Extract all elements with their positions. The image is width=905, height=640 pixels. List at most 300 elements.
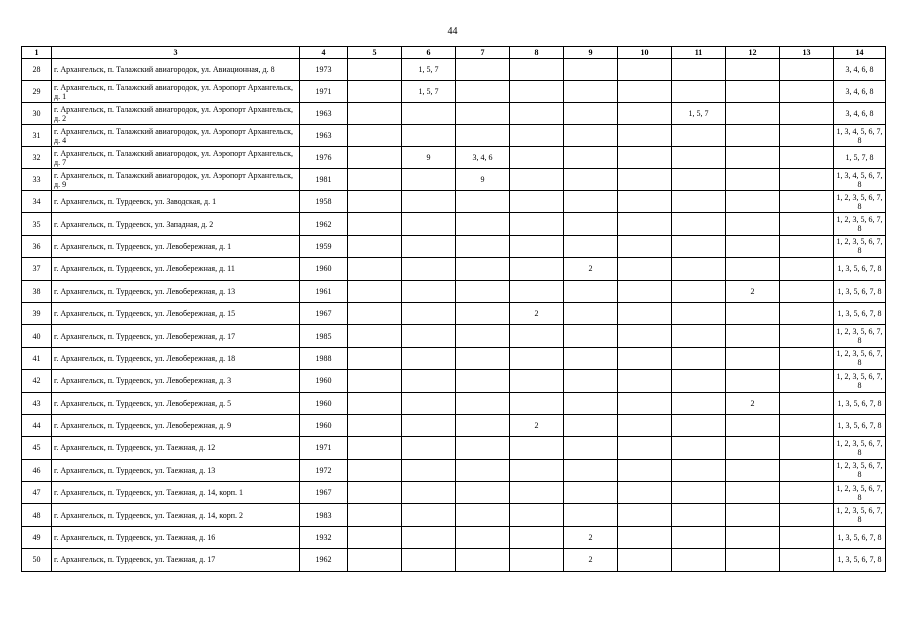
col14-cell: 1, 3, 5, 6, 7, 8 — [834, 414, 886, 436]
col6-cell — [402, 392, 456, 414]
year-cell: 1960 — [300, 414, 348, 436]
address-cell: г. Архангельск, п. Талажский авиагородок, ул. Аэропорт Архангельск, д. 9 — [52, 169, 300, 191]
col10-cell — [618, 549, 672, 571]
col5-cell — [348, 549, 402, 571]
year-cell: 1960 — [300, 370, 348, 392]
table-row — [22, 549, 886, 571]
page-number: 44 — [447, 26, 458, 37]
table-row — [22, 392, 886, 414]
address-cell: г. Архангельск, п. Турдеевск, ул. Левобережная, д. 13 — [52, 280, 300, 302]
col14-cell: 1, 2, 3, 5, 6, 7, 8 — [834, 325, 886, 347]
col7-cell — [456, 81, 510, 103]
col10-cell — [618, 370, 672, 392]
address-cell: г. Архангельск, п. Турдеевск, ул. Таежная, д. 14, корп. 2 — [52, 504, 300, 526]
table-row — [22, 81, 886, 103]
col11-cell — [672, 347, 726, 369]
col7-cell: 3, 4, 6 — [456, 147, 510, 169]
row-number-cell: 30 — [22, 103, 52, 125]
year-cell: 1983 — [300, 504, 348, 526]
column-header: 14 — [834, 47, 886, 59]
col8-cell — [510, 59, 564, 81]
col5-cell — [348, 213, 402, 235]
col6-cell — [402, 191, 456, 213]
address-cell: г. Архангельск, п. Турдеевск, ул. Левобережная, д. 9 — [52, 414, 300, 436]
row-number-cell: 43 — [22, 392, 52, 414]
col6-cell — [402, 347, 456, 369]
table-row — [22, 526, 886, 548]
col7-cell — [456, 59, 510, 81]
col9-cell — [564, 213, 618, 235]
col6-cell — [402, 459, 456, 481]
col12-cell — [726, 191, 780, 213]
col5-cell — [348, 325, 402, 347]
col14-cell: 1, 2, 3, 5, 6, 7, 8 — [834, 347, 886, 369]
col10-cell — [618, 437, 672, 459]
col13-cell — [780, 191, 834, 213]
col12-cell — [726, 347, 780, 369]
col12-cell — [726, 504, 780, 526]
col11-cell — [672, 526, 726, 548]
row-number-cell: 28 — [22, 59, 52, 81]
col8-cell — [510, 147, 564, 169]
column-header: 1 — [22, 47, 52, 59]
col13-cell — [780, 459, 834, 481]
col6-cell — [402, 414, 456, 436]
col12-cell — [726, 81, 780, 103]
col10-cell — [618, 213, 672, 235]
col6-cell: 1, 5, 7 — [402, 81, 456, 103]
col13-cell — [780, 347, 834, 369]
col10-cell — [618, 482, 672, 504]
col13-cell — [780, 504, 834, 526]
col5-cell — [348, 103, 402, 125]
col14-cell: 1, 2, 3, 5, 6, 7, 8 — [834, 213, 886, 235]
table-row — [22, 191, 886, 213]
col5-cell — [348, 392, 402, 414]
col10-cell — [618, 59, 672, 81]
col9-cell — [564, 459, 618, 481]
col6-cell — [402, 213, 456, 235]
row-number-cell: 32 — [22, 147, 52, 169]
col13-cell — [780, 437, 834, 459]
col9-cell — [564, 370, 618, 392]
col13-cell — [780, 325, 834, 347]
col12-cell — [726, 235, 780, 257]
col9-cell — [564, 414, 618, 436]
col8-cell — [510, 81, 564, 103]
col13-cell — [780, 482, 834, 504]
col14-cell: 1, 2, 3, 5, 6, 7, 8 — [834, 504, 886, 526]
col14-cell: 1, 2, 3, 5, 6, 7, 8 — [834, 482, 886, 504]
year-cell: 1960 — [300, 392, 348, 414]
col8-cell — [510, 370, 564, 392]
col12-cell — [726, 103, 780, 125]
row-number-cell: 41 — [22, 347, 52, 369]
col6-cell — [402, 504, 456, 526]
col7-cell — [456, 526, 510, 548]
table-row — [22, 213, 886, 235]
year-cell: 1967 — [300, 302, 348, 324]
col7-cell — [456, 437, 510, 459]
col10-cell — [618, 392, 672, 414]
col8-cell: 2 — [510, 302, 564, 324]
col10-cell — [618, 280, 672, 302]
col10-cell — [618, 302, 672, 324]
col8-cell: 2 — [510, 414, 564, 436]
col11-cell — [672, 235, 726, 257]
year-cell: 1973 — [300, 59, 348, 81]
col13-cell — [780, 370, 834, 392]
col10-cell — [618, 103, 672, 125]
col8-cell — [510, 437, 564, 459]
column-header: 8 — [510, 47, 564, 59]
year-cell: 1963 — [300, 103, 348, 125]
col11-cell — [672, 169, 726, 191]
col8-cell — [510, 103, 564, 125]
row-number-cell: 40 — [22, 325, 52, 347]
col11-cell — [672, 81, 726, 103]
col13-cell — [780, 258, 834, 280]
column-header: 3 — [52, 47, 300, 59]
column-header: 13 — [780, 47, 834, 59]
col9-cell — [564, 302, 618, 324]
year-cell: 1976 — [300, 147, 348, 169]
row-number-cell: 31 — [22, 125, 52, 147]
address-cell: г. Архангельск, п. Турдеевск, ул. Левобережная, д. 18 — [52, 347, 300, 369]
col14-cell: 1, 3, 5, 6, 7, 8 — [834, 302, 886, 324]
col12-cell — [726, 258, 780, 280]
col9-cell — [564, 81, 618, 103]
table-row — [22, 302, 886, 324]
col10-cell — [618, 459, 672, 481]
row-number-cell: 38 — [22, 280, 52, 302]
col6-cell — [402, 437, 456, 459]
col6-cell — [402, 103, 456, 125]
col11-cell — [672, 191, 726, 213]
col5-cell — [348, 81, 402, 103]
table-row — [22, 59, 886, 81]
col12-cell — [726, 213, 780, 235]
col9-cell — [564, 147, 618, 169]
col5-cell — [348, 169, 402, 191]
col10-cell — [618, 235, 672, 257]
col6-cell — [402, 325, 456, 347]
col11-cell — [672, 370, 726, 392]
col5-cell — [348, 526, 402, 548]
year-cell: 1971 — [300, 81, 348, 103]
column-header: 9 — [564, 47, 618, 59]
row-number-cell: 33 — [22, 169, 52, 191]
row-number-cell: 37 — [22, 258, 52, 280]
column-header: 12 — [726, 47, 780, 59]
col14-cell: 1, 3, 5, 6, 7, 8 — [834, 258, 886, 280]
year-cell: 1985 — [300, 325, 348, 347]
col12-cell — [726, 414, 780, 436]
col11-cell — [672, 213, 726, 235]
col7-cell — [456, 302, 510, 324]
col6-cell — [402, 258, 456, 280]
col7-cell: 9 — [456, 169, 510, 191]
col13-cell — [780, 59, 834, 81]
col14-cell: 1, 3, 5, 6, 7, 8 — [834, 280, 886, 302]
col6-cell — [402, 125, 456, 147]
address-cell: г. Архангельск, п. Турдеевск, ул. Левобережная, д. 3 — [52, 370, 300, 392]
address-cell: г. Архангельск, п. Турдеевск, ул. Левобережная, д. 5 — [52, 392, 300, 414]
year-cell: 1967 — [300, 482, 348, 504]
col11-cell: 1, 5, 7 — [672, 103, 726, 125]
row-number-cell: 34 — [22, 191, 52, 213]
col9-cell — [564, 59, 618, 81]
col7-cell — [456, 414, 510, 436]
col14-cell: 1, 2, 3, 5, 6, 7, 8 — [834, 191, 886, 213]
col8-cell — [510, 526, 564, 548]
col5-cell — [348, 482, 402, 504]
col7-cell — [456, 235, 510, 257]
col12-cell — [726, 169, 780, 191]
col14-cell: 1, 2, 3, 5, 6, 7, 8 — [834, 459, 886, 481]
col8-cell — [510, 213, 564, 235]
col5-cell — [348, 258, 402, 280]
row-number-cell: 49 — [22, 526, 52, 548]
col8-cell — [510, 549, 564, 571]
col14-cell: 1, 3, 4, 5, 6, 7, 8 — [834, 169, 886, 191]
col9-cell — [564, 125, 618, 147]
col10-cell — [618, 81, 672, 103]
year-cell: 1981 — [300, 169, 348, 191]
col9-cell — [564, 280, 618, 302]
table-row — [22, 169, 886, 191]
col12-cell — [726, 59, 780, 81]
year-cell: 1961 — [300, 280, 348, 302]
col11-cell — [672, 59, 726, 81]
address-cell: г. Архангельск, п. Талажский авиагородок, ул. Аэропорт Архангельск, д. 7 — [52, 147, 300, 169]
col10-cell — [618, 169, 672, 191]
table-row — [22, 103, 886, 125]
col7-cell — [456, 103, 510, 125]
col5-cell — [348, 147, 402, 169]
col11-cell — [672, 280, 726, 302]
col9-cell — [564, 103, 618, 125]
col13-cell — [780, 302, 834, 324]
col9-cell — [564, 325, 618, 347]
table-row — [22, 482, 886, 504]
col7-cell — [456, 191, 510, 213]
address-cell: г. Архангельск, п. Талажский авиагородок, ул. Аэропорт Архангельск, д. 2 — [52, 103, 300, 125]
col7-cell — [456, 347, 510, 369]
col5-cell — [348, 59, 402, 81]
col9-cell — [564, 482, 618, 504]
col6-cell — [402, 169, 456, 191]
row-number-cell: 45 — [22, 437, 52, 459]
address-cell: г. Архангельск, п. Турдеевск, ул. Таежная, д. 16 — [52, 526, 300, 548]
year-cell: 1960 — [300, 258, 348, 280]
col9-cell — [564, 169, 618, 191]
table-row — [22, 414, 886, 436]
column-header: 10 — [618, 47, 672, 59]
col8-cell — [510, 235, 564, 257]
col13-cell — [780, 414, 834, 436]
col5-cell — [348, 414, 402, 436]
col7-cell — [456, 549, 510, 571]
col14-cell: 1, 2, 3, 5, 6, 7, 8 — [834, 437, 886, 459]
column-header: 11 — [672, 47, 726, 59]
col5-cell — [348, 125, 402, 147]
col14-cell: 1, 3, 4, 5, 6, 7, 8 — [834, 125, 886, 147]
col12-cell — [726, 325, 780, 347]
col8-cell — [510, 482, 564, 504]
col6-cell — [402, 235, 456, 257]
col6-cell: 9 — [402, 147, 456, 169]
col12-cell — [726, 482, 780, 504]
table-body — [22, 59, 886, 572]
col12-cell — [726, 302, 780, 324]
col5-cell — [348, 235, 402, 257]
address-cell: г. Архангельск, п. Турдеевск, ул. Таежная, д. 14, корп. 1 — [52, 482, 300, 504]
col5-cell — [348, 504, 402, 526]
col11-cell — [672, 392, 726, 414]
row-number-cell: 42 — [22, 370, 52, 392]
col6-cell — [402, 370, 456, 392]
address-cell: г. Архангельск, п. Турдеевск, ул. Левобережная, д. 17 — [52, 325, 300, 347]
col7-cell — [456, 213, 510, 235]
row-number-cell: 50 — [22, 549, 52, 571]
col13-cell — [780, 103, 834, 125]
col7-cell — [456, 392, 510, 414]
col12-cell: 2 — [726, 280, 780, 302]
col7-cell — [456, 125, 510, 147]
col14-cell: 1, 5, 7, 8 — [834, 147, 886, 169]
year-cell: 1972 — [300, 459, 348, 481]
col10-cell — [618, 504, 672, 526]
col7-cell — [456, 280, 510, 302]
year-cell: 1963 — [300, 125, 348, 147]
table-row — [22, 347, 886, 369]
col9-cell — [564, 504, 618, 526]
table-row — [22, 504, 886, 526]
col11-cell — [672, 325, 726, 347]
address-cell: г. Архангельск, п. Турдеевск, ул. Левобережная, д. 1 — [52, 235, 300, 257]
col13-cell — [780, 169, 834, 191]
row-number-cell: 39 — [22, 302, 52, 324]
table-row — [22, 258, 886, 280]
col10-cell — [618, 347, 672, 369]
col9-cell — [564, 347, 618, 369]
year-cell: 1959 — [300, 235, 348, 257]
col10-cell — [618, 125, 672, 147]
row-number-cell: 29 — [22, 81, 52, 103]
col8-cell — [510, 392, 564, 414]
col12-cell: 2 — [726, 392, 780, 414]
col11-cell — [672, 302, 726, 324]
year-cell: 1988 — [300, 347, 348, 369]
col6-cell — [402, 280, 456, 302]
col9-cell: 2 — [564, 258, 618, 280]
col13-cell — [780, 235, 834, 257]
table-row — [22, 370, 886, 392]
year-cell: 1962 — [300, 213, 348, 235]
table-row — [22, 147, 886, 169]
col7-cell — [456, 482, 510, 504]
row-number-cell: 36 — [22, 235, 52, 257]
col13-cell — [780, 213, 834, 235]
address-cell: г. Архангельск, п. Талажский авиагородок, ул. Аэропорт Архангельск, д. 1 — [52, 81, 300, 103]
table-row — [22, 280, 886, 302]
col5-cell — [348, 347, 402, 369]
col13-cell — [780, 125, 834, 147]
col7-cell — [456, 258, 510, 280]
col12-cell — [726, 549, 780, 571]
col9-cell — [564, 191, 618, 213]
year-cell: 1971 — [300, 437, 348, 459]
col13-cell — [780, 147, 834, 169]
table-row — [22, 325, 886, 347]
col10-cell — [618, 258, 672, 280]
table-row — [22, 459, 886, 481]
col10-cell — [618, 526, 672, 548]
table-header — [22, 47, 886, 59]
col5-cell — [348, 370, 402, 392]
col6-cell — [402, 549, 456, 571]
col9-cell — [564, 437, 618, 459]
col9-cell: 2 — [564, 549, 618, 571]
table-row — [22, 235, 886, 257]
col11-cell — [672, 125, 726, 147]
column-header: 6 — [402, 47, 456, 59]
col14-cell: 1, 2, 3, 5, 6, 7, 8 — [834, 235, 886, 257]
col11-cell — [672, 504, 726, 526]
col5-cell — [348, 459, 402, 481]
year-cell: 1958 — [300, 191, 348, 213]
row-number-cell: 47 — [22, 482, 52, 504]
col14-cell: 3, 4, 6, 8 — [834, 81, 886, 103]
col12-cell — [726, 147, 780, 169]
col7-cell — [456, 459, 510, 481]
table-row — [22, 125, 886, 147]
year-cell: 1962 — [300, 549, 348, 571]
address-cell: г. Архангельск, п. Турдеевск, ул. Таежная, д. 13 — [52, 459, 300, 481]
address-cell: г. Архангельск, п. Турдеевск, ул. Левобережная, д. 15 — [52, 302, 300, 324]
col14-cell: 1, 2, 3, 5, 6, 7, 8 — [834, 370, 886, 392]
address-cell: г. Архангельск, п. Турдеевск, ул. Заводская, д. 1 — [52, 191, 300, 213]
col8-cell — [510, 258, 564, 280]
col8-cell — [510, 347, 564, 369]
column-header: 4 — [300, 47, 348, 59]
col13-cell — [780, 526, 834, 548]
column-header: 5 — [348, 47, 402, 59]
col9-cell — [564, 392, 618, 414]
column-header: 7 — [456, 47, 510, 59]
row-number-cell: 46 — [22, 459, 52, 481]
col7-cell — [456, 325, 510, 347]
col6-cell: 1, 5, 7 — [402, 59, 456, 81]
col7-cell — [456, 504, 510, 526]
col11-cell — [672, 258, 726, 280]
row-number-cell: 44 — [22, 414, 52, 436]
col8-cell — [510, 504, 564, 526]
col10-cell — [618, 191, 672, 213]
col5-cell — [348, 437, 402, 459]
col13-cell — [780, 549, 834, 571]
col11-cell — [672, 147, 726, 169]
col10-cell — [618, 325, 672, 347]
col9-cell: 2 — [564, 526, 618, 548]
col12-cell — [726, 125, 780, 147]
address-cell: г. Архангельск, п. Талажский авиагородок, ул. Авиационная, д. 8 — [52, 59, 300, 81]
data-table — [21, 46, 886, 572]
row-number-cell: 48 — [22, 504, 52, 526]
col8-cell — [510, 459, 564, 481]
address-cell: г. Архангельск, п. Турдеевск, ул. Западная, д. 2 — [52, 213, 300, 235]
